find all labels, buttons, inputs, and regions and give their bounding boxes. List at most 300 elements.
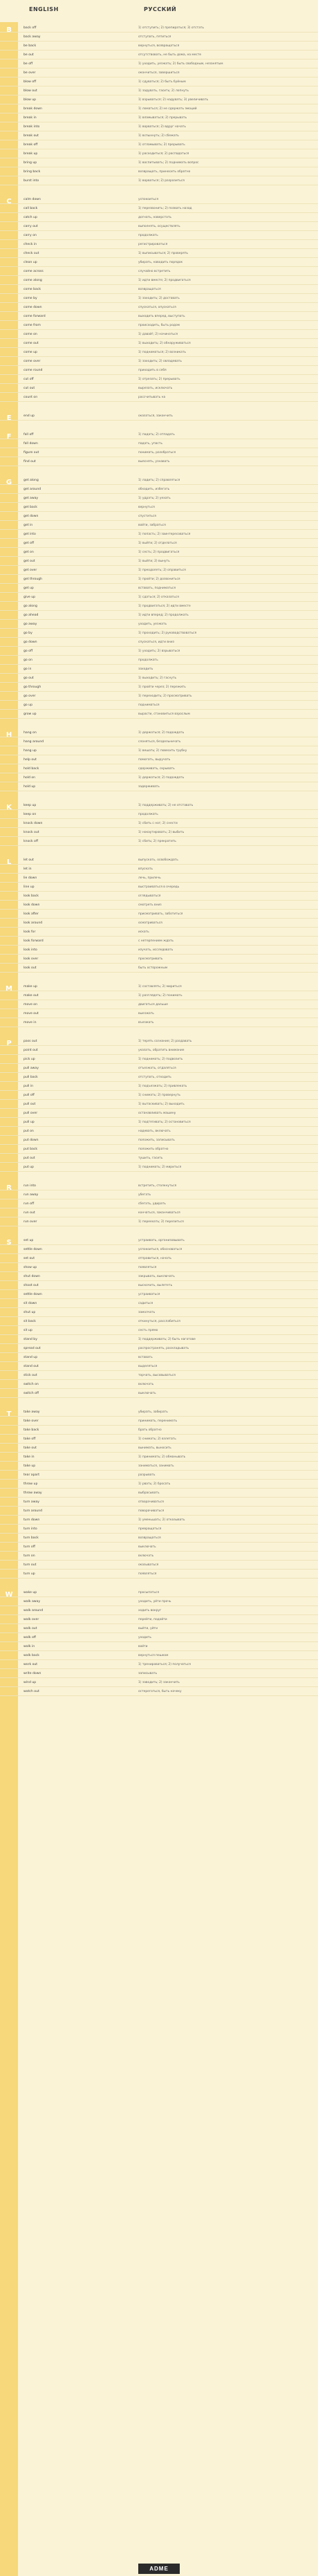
translation: вернуться, возвращаться (138, 44, 180, 48)
translation: 1) попасть; 2) заинтересоваться (138, 533, 191, 536)
table-row (0, 874, 318, 883)
phrasal-verb: find out (24, 460, 36, 463)
phrasal-verb: get along (24, 479, 39, 482)
translation: 1) сбить с ног; 2) снести (138, 822, 178, 825)
translation: 1) идти вместе; 2) продвигаться (138, 279, 191, 282)
table-row (0, 1263, 318, 1272)
translation: 1) заходить; 2) доставать (138, 297, 180, 300)
table-row (0, 1633, 318, 1642)
phrasal-verb: lie down (24, 876, 37, 880)
phrasal-verb: write down (24, 1672, 41, 1675)
translation: положить обратно (138, 1148, 169, 1151)
table-row (0, 131, 318, 140)
translation: вырасти, становиться взрослым (138, 712, 190, 716)
translation: спуститься (138, 515, 156, 518)
table-row (0, 1435, 318, 1444)
table-row (0, 1254, 318, 1263)
translation: войти (138, 1645, 148, 1648)
translation: спускаться, опускаться (138, 306, 176, 309)
table-row (0, 1281, 318, 1290)
translation: оказаться, закончить (138, 414, 173, 418)
phrasal-verb: look back (24, 894, 39, 898)
phrasal-verb: back away (24, 35, 41, 39)
phrasal-verb: come up (24, 351, 37, 354)
section-letter: H (6, 731, 12, 739)
translation: 1) ломаться; 2) не сдержать эмоций (138, 107, 197, 111)
translation: отступать, пятиться (138, 35, 171, 39)
phrasal-verb: get up (24, 587, 34, 590)
table-row (0, 231, 318, 240)
phrasal-verb: spread out (24, 1347, 41, 1350)
section-letter: R (6, 1184, 12, 1192)
table-row (0, 593, 318, 602)
translation: выскочить, вылететь (138, 1284, 173, 1287)
translation: 1) разглядеть; 2) понимать (138, 994, 183, 997)
phrasal-verb: give up (24, 596, 36, 599)
table-row (0, 222, 318, 231)
phrasal-verb: go out (24, 677, 34, 680)
table-row (0, 1417, 318, 1426)
phrasal-verb: be over (24, 71, 36, 75)
phrasal-verb: pull over (24, 1112, 38, 1115)
table-row (0, 375, 318, 384)
translation: 1) подъезжать; 2) привлекать (138, 1085, 187, 1088)
translation: отступать, отходить (138, 1076, 171, 1079)
translation: устраивать, организовывать (138, 1239, 185, 1242)
section-l (0, 856, 318, 973)
table-row (0, 68, 318, 77)
table-row (0, 213, 318, 222)
table-row (0, 919, 318, 928)
phrasal-verb: take over (24, 1419, 39, 1423)
table-row (0, 1371, 318, 1380)
translation: уходить (138, 1636, 151, 1639)
phrasal-verb: come from (24, 324, 41, 327)
table-row (0, 1678, 318, 1687)
phrasal-verb: break down (24, 107, 42, 111)
table-row (0, 539, 318, 548)
table-row (0, 1624, 318, 1633)
table-row (0, 674, 318, 683)
table-row (0, 1389, 318, 1398)
table-row (0, 321, 318, 330)
phrasal-verb: come out (24, 342, 39, 345)
phrasal-verb: be off (24, 62, 33, 66)
table-row (0, 249, 318, 258)
table-row (0, 548, 318, 557)
phrasal-verb: count on (24, 396, 38, 399)
table-row (0, 530, 318, 539)
table-row (0, 575, 318, 584)
phrasal-verb: look after (24, 912, 39, 916)
table-row (0, 393, 318, 402)
translation: помогать, выручать (138, 758, 171, 762)
translation: 1) воспитывать; 2) поднимать вопрос (138, 161, 199, 165)
table-row (0, 1082, 318, 1091)
translation: 1) рвать; 2) бросать (138, 1482, 171, 1486)
phrasal-verb: point out (24, 1049, 38, 1052)
phrasal-verb: help out (24, 758, 37, 762)
phrasal-verb: let in (24, 867, 32, 871)
section-f (0, 430, 318, 466)
table-row (0, 1507, 318, 1516)
table-row (0, 33, 318, 42)
phrasal-verb: pass out (24, 1040, 37, 1043)
phrasal-verb: look out (24, 966, 37, 970)
table-row (0, 494, 318, 503)
translation: убирать, наводить порядок (138, 261, 183, 264)
table-row (0, 955, 318, 964)
table-row (0, 276, 318, 285)
table-row (0, 1561, 318, 1570)
table-row (0, 357, 318, 366)
translation: 1) вешать; 2) повесить трубку (138, 749, 187, 753)
translation: выезжать (138, 1012, 154, 1015)
translation: распространять, раскладывать (138, 1347, 189, 1350)
table-row (0, 1570, 318, 1579)
table-row (0, 620, 318, 629)
section-m (0, 982, 318, 1027)
translation: лечь, прилечь (138, 876, 161, 880)
phrasal-verb: blow up (24, 98, 37, 102)
translation: 1) отступить; 2) препираться; 3) отстать (138, 26, 204, 30)
table-row (0, 737, 318, 746)
phrasal-verb: shut down (24, 1275, 40, 1278)
translation: 1) проходить; 2) руководствоваться (138, 632, 197, 635)
phrasal-verb: be back (24, 44, 37, 48)
translation: искать (138, 930, 149, 934)
phrasal-verb: break in (24, 116, 37, 120)
translation: успокоиться, обосноваться (138, 1248, 183, 1251)
translation: осматриваться (138, 921, 162, 925)
translation: продолжать (138, 813, 158, 816)
translation: выяснять, узнавать (138, 460, 170, 463)
translation: войти, забраться (138, 524, 166, 527)
translation: отправиться, начать (138, 1257, 172, 1260)
phrasal-verb: take off (24, 1437, 36, 1441)
translation: выполнять, осуществлять (138, 225, 180, 228)
phrasal-verb: get down (24, 515, 39, 518)
translation: 1) сдаться; 2) отказаться (138, 596, 179, 599)
phrasal-verb: go away (24, 623, 37, 626)
translation: 1) заводить; 2) закончить (138, 1681, 180, 1684)
phrasal-verb: run off (24, 1202, 35, 1206)
table-row (0, 991, 318, 1000)
table-row (0, 176, 318, 185)
phrasal-verb: walk in (24, 1645, 35, 1648)
header-english: ENGLISH (29, 6, 59, 12)
phrasal-verb: run into (24, 1184, 36, 1188)
phrasal-verb: knock out (24, 831, 39, 834)
translation: 1) принимать; 2) обманывать (138, 1455, 186, 1459)
translation: разрывать (138, 1473, 156, 1477)
table-row (0, 1615, 318, 1624)
translation: выделяться (138, 1365, 158, 1368)
phrasal-verb: pull off (24, 1094, 35, 1097)
phrasal-verb: go along (24, 605, 37, 608)
translation: двигаться дальше (138, 1003, 168, 1006)
phrasal-verb: come over (24, 360, 41, 363)
phrasal-verb: pick up (24, 1058, 35, 1061)
translation: 1) уходить; 2) взрываться (138, 650, 180, 653)
section-p (0, 1037, 318, 1172)
table-row (0, 1408, 318, 1417)
phrasal-verb: settle down (24, 1293, 42, 1296)
phrasal-verb: pull away (24, 1067, 39, 1070)
section-s (0, 1236, 318, 1398)
translation: 1) переходить; 2) просматривать (138, 694, 192, 698)
phrasal-verb: walk back (24, 1654, 39, 1657)
translation: 1) падать; 2) отпадать (138, 433, 175, 436)
translation: догнать, наверстать (138, 216, 171, 219)
translation: встретить, столкнуться (138, 1184, 177, 1188)
translation: заходить (138, 668, 153, 671)
phrasal-verb: go by (24, 632, 32, 635)
phrasal-verb: set out (24, 1257, 35, 1260)
translation: происходить, быть родом (138, 324, 180, 327)
phrasal-verb: look around (24, 921, 43, 925)
table-row (0, 285, 318, 294)
phrasal-verb: get in (24, 524, 33, 527)
table-row (0, 1525, 318, 1534)
table-row (0, 521, 318, 530)
translation: положить, записывать (138, 1139, 175, 1142)
table-row (0, 1516, 318, 1525)
translation: въезжать (138, 1021, 154, 1024)
phrasal-verb: turn into (24, 1527, 37, 1531)
section-letter: B (6, 26, 12, 34)
phrasal-verb: hold on (24, 776, 36, 780)
phrasal-verb: calm down (24, 198, 41, 201)
table-row (0, 1471, 318, 1480)
phrasal-verb: look into (24, 948, 37, 952)
translation: вставать (138, 1356, 153, 1359)
phrasal-verb: come by (24, 297, 37, 300)
table-row (0, 892, 318, 901)
translation: 1) терять сознание; 2) раздавать (138, 1040, 192, 1043)
phrasal-verb: look over (24, 957, 39, 961)
phrasal-verb: fall off (24, 433, 34, 436)
table-row (0, 113, 318, 122)
table-row (0, 86, 318, 95)
header-russian: РУССКИЙ (144, 6, 177, 12)
table-row (0, 1444, 318, 1453)
table-row (0, 746, 318, 755)
phrasal-verb: go off (24, 650, 33, 653)
translation: садиться (138, 1302, 153, 1305)
table-row (0, 339, 318, 348)
translation: 1) выйти; 2) вынуть (138, 560, 170, 563)
table-row (0, 837, 318, 846)
translation: продолжать (138, 234, 158, 237)
phrasal-verb: come forward (24, 315, 46, 318)
translation: замолчать (138, 1311, 156, 1314)
translation: надевать, включать (138, 1130, 171, 1133)
phrasal-verb: be out (24, 53, 34, 57)
table-row (0, 1462, 318, 1471)
phrasal-verb: bring back (24, 170, 41, 174)
phrasal-verb: shoot out (24, 1284, 39, 1287)
phrasal-verb: end up (24, 414, 35, 418)
translation: ходить вокруг (138, 1609, 162, 1612)
table-row (0, 59, 318, 68)
translation: 1) расходиться; 2) распадаться (138, 152, 189, 156)
table-row (0, 412, 318, 421)
table-row (0, 683, 318, 692)
translation: 1) удрать; 2) уехать (138, 497, 171, 500)
section-letter: G (6, 479, 12, 486)
table-row (0, 1118, 318, 1127)
translation: падать, упасть (138, 442, 162, 445)
phrasal-verb: break off (24, 143, 38, 147)
phrasal-verb: pull back (24, 1076, 38, 1079)
table-row (0, 1489, 318, 1498)
table-row (0, 901, 318, 910)
phrasal-verb: look for (24, 930, 36, 934)
table-row (0, 1127, 318, 1136)
table-row (0, 1597, 318, 1606)
phrasal-verb: go over (24, 694, 36, 698)
phrasal-verb: walk over (24, 1618, 39, 1621)
table-row (0, 457, 318, 466)
translation: случайно встретить (138, 270, 171, 273)
table-row (0, 439, 318, 448)
section-r (0, 1181, 318, 1226)
table-row (0, 312, 318, 321)
table-row (0, 195, 318, 204)
translation: вырезать, исключать (138, 387, 173, 390)
table-row (0, 638, 318, 647)
translation: подниматься (138, 703, 160, 707)
translation: торчать, высовываться (138, 1374, 176, 1377)
table-row (0, 366, 318, 375)
translation: просыпаться (138, 1591, 159, 1594)
section-letter: S (6, 1239, 12, 1246)
section-letter: E (6, 414, 12, 422)
translation: 1) вламываться; 2) прерывать (138, 116, 187, 120)
table-row (0, 1335, 318, 1344)
translation: 1) задувать, гасить; 2) лопнуть (138, 89, 189, 93)
translation: включать (138, 1383, 154, 1386)
table-row (0, 1018, 318, 1027)
section-b (0, 24, 318, 185)
translation: выпускать, освобождать (138, 858, 178, 862)
translation: заниматься, занимать (138, 1464, 174, 1468)
translation: регистрироваться (138, 243, 168, 246)
table-row (0, 937, 318, 946)
phrasal-verb: get out (24, 560, 35, 563)
translation: 1) поднимать; 2) подвозить (138, 1058, 183, 1061)
table-row (0, 629, 318, 638)
translation: 1) тренироваться; 2) получаться (138, 1663, 191, 1666)
phrasal-verb: work out (24, 1663, 38, 1666)
translation: выстраиваться в очередь (138, 885, 180, 889)
table-row (0, 1651, 318, 1660)
translation: вынимать, выносить (138, 1446, 171, 1450)
phrasal-verb: put on (24, 1130, 34, 1133)
translation: уходить, уезжать (138, 623, 167, 626)
phrasal-verb: grow up (24, 712, 37, 716)
table-row (0, 258, 318, 267)
table-row (0, 819, 318, 828)
phrasal-verb: shut up (24, 1311, 36, 1314)
phrasal-verb: get around (24, 488, 41, 491)
translation: окончиться, завершиться (138, 71, 180, 75)
table-row (0, 303, 318, 312)
translation: вернуться пешком (138, 1654, 169, 1657)
table-row (0, 330, 318, 339)
translation: 1) поддерживать; 2) не отставать (138, 804, 194, 807)
translation: выходить вперед, выступать (138, 315, 185, 318)
phrasal-verb: go up (24, 703, 33, 707)
phrasal-verb: put out (24, 1157, 35, 1160)
table-row (0, 1480, 318, 1489)
table-row (0, 24, 318, 33)
phrasal-verb: make out (24, 994, 39, 997)
phrasal-verb: figure out (24, 451, 39, 454)
section-e (0, 412, 318, 421)
table-row (0, 140, 318, 149)
phrasal-verb: line up (24, 885, 35, 889)
phrasal-verb: knock off (24, 840, 39, 843)
translation: 1) пройти; 2) дозвониться (138, 578, 180, 581)
translation: уходить, уйти прочь (138, 1600, 171, 1603)
phrasal-verb: walk off (24, 1636, 36, 1639)
translation: 1) перезвонить; 2) позвать назад (138, 207, 192, 210)
section-letter: T (6, 1410, 12, 1418)
table-row (0, 384, 318, 393)
phrasal-verb: put down (24, 1139, 39, 1142)
phrasal-verb: bring up (24, 161, 37, 165)
phrasal-verb: go in (24, 668, 32, 671)
translation: 1) поддерживать; 2) быть наготове (138, 1338, 196, 1341)
table-row (0, 1217, 318, 1226)
phrasal-verb: stand out (24, 1365, 39, 1368)
phrasal-verb: make up (24, 985, 37, 988)
phrasal-verb: watch out (24, 1690, 39, 1693)
translation: появляться (138, 1266, 157, 1269)
translation: сбегать, удирать (138, 1202, 166, 1206)
table-row (0, 1245, 318, 1254)
table-row (0, 1552, 318, 1561)
phrasal-verb: sit up (24, 1329, 32, 1332)
table-row (0, 1660, 318, 1669)
table-row (0, 701, 318, 710)
phrasal-verb: call back (24, 207, 38, 210)
phrasal-verb: turn back (24, 1536, 39, 1540)
table-row (0, 1543, 318, 1552)
table-row (0, 782, 318, 791)
section-letter: M (6, 985, 12, 993)
translation: отъезжать, отдаляться (138, 1067, 176, 1070)
table-row (0, 964, 318, 973)
translation: возвращать, приносить обратно (138, 170, 191, 174)
phrasal-verb: get off (24, 542, 34, 545)
table-row (0, 611, 318, 620)
translation: убегать (138, 1193, 151, 1197)
translation: отсутствовать, не быть дома, на месте (138, 53, 202, 57)
translation: 1) ладить; 2) справляться (138, 479, 180, 482)
translation: принимать, перенимать (138, 1419, 178, 1423)
translation: 1) поднимать; 2) мириться (138, 1166, 182, 1169)
translation: сесть прямо (138, 1329, 158, 1332)
translation: 1) давай!; 2) начинаться (138, 333, 178, 336)
translation: 1) держаться; 2) подождать (138, 776, 185, 780)
translation: 1) отрезать; 2) прерывать (138, 378, 180, 381)
phrasal-verb: back off (24, 26, 37, 30)
phrasal-verb: wake up (24, 1591, 37, 1594)
table-row (0, 1272, 318, 1281)
